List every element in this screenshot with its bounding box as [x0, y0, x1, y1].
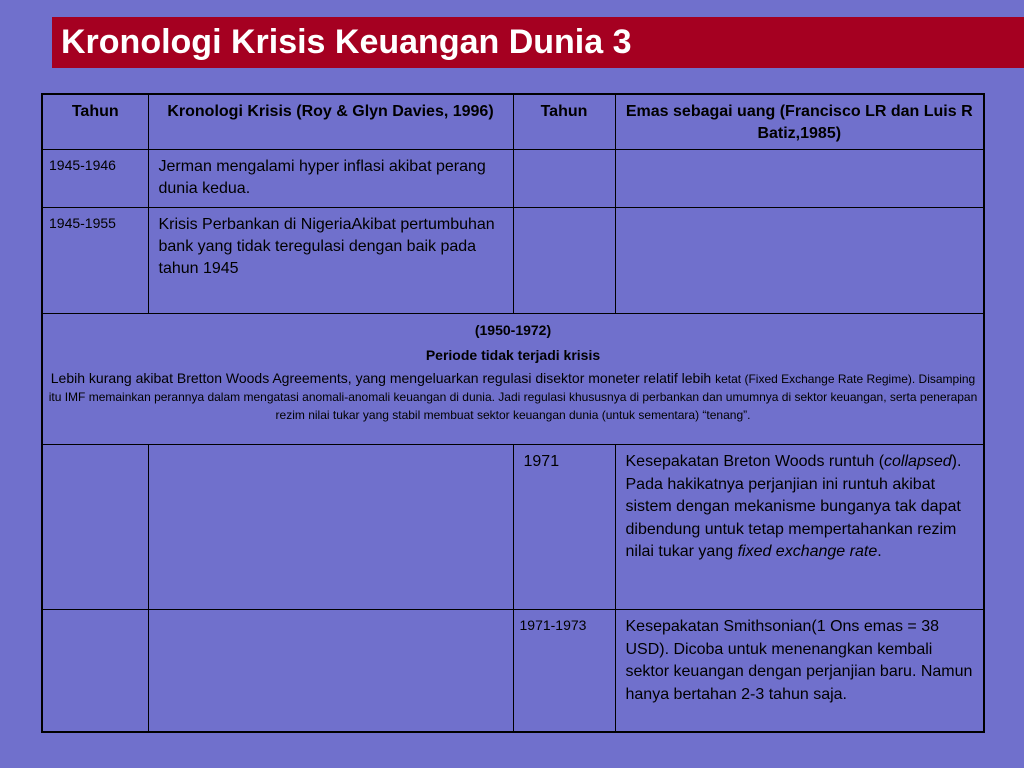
header-row	[42, 94, 984, 150]
chronology-table	[41, 93, 985, 733]
header-year-2: Tahun	[513, 94, 615, 150]
period-description	[47, 369, 979, 424]
gold-text-italic: fixed exchange rate	[737, 543, 878, 560]
row-year: 1945-1946	[42, 150, 148, 208]
table-row	[42, 610, 984, 732]
period-range: (1950-1972)	[474, 322, 552, 338]
period-description-rest: ketat (Fixed Exchange Rate Regime). Disamping itu IMF memainkan perannya dalam mengatasi anomali-anomali keuangan di dunia. Jadi regulasi khususnya di perbankan dan umumnya di sektor keuangan, serta penerapan rezim nilai tukar yang stabil membuat sektor keuangan dunia (untuk sementara) “tenang”.	[48, 372, 978, 422]
table-row	[42, 208, 984, 314]
empty-cell	[513, 208, 615, 314]
row-year: 1945-1955	[42, 208, 148, 314]
gold-row-year: 1971	[513, 445, 615, 610]
empty-cell	[148, 610, 513, 732]
gold-row-year: 1971-1973	[513, 610, 615, 732]
period-row	[42, 314, 984, 445]
title-bar	[52, 17, 1024, 68]
period-description-lead: Lebih kurang akibat Bretton Woods Agreements, yang mengeluarkan regulasi disektor moneter relatif lebih	[50, 370, 716, 386]
empty-cell	[148, 445, 513, 610]
gold-row-text: Kesepakatan Smithsonian(1 Ons emas = 38 USD). Dicoba untuk menenangkan kembali sektor keuangan dengan perjanjian baru. Namun hanya bertahan 2-3 tahun saja.	[615, 610, 984, 732]
empty-cell	[615, 150, 984, 208]
header-crisis-chronology: Kronologi Krisis (Roy & Glyn Davies, 1996)	[148, 94, 513, 150]
empty-cell	[513, 150, 615, 208]
empty-cell	[615, 208, 984, 314]
slide-title: Kronologi Krisis Keuangan Dunia 3	[61, 23, 632, 61]
gold-text-segment: .	[877, 543, 882, 560]
gold-text-segment: ). Pada hakikatnya perjanjian ini runtuh akibat sistem dengan mekanisme bunganya tak dapat dibendung untuk tetap mempertahankan rezim nilai tukar yang	[625, 453, 962, 560]
table-row	[42, 445, 984, 610]
empty-cell	[42, 610, 148, 732]
gold-text-italic: collapsed	[884, 453, 952, 470]
row-crisis-text: Jerman mengalami hyper inflasi akibat perang dunia kedua.	[148, 150, 513, 208]
table-row	[42, 150, 984, 208]
gold-row-text	[615, 445, 984, 610]
header-gold-as-money: Emas sebagai uang (Francisco LR dan Luis R Batiz,1985)	[615, 94, 984, 150]
period-cell	[42, 314, 984, 445]
header-year-1: Tahun	[42, 94, 148, 150]
gold-text-segment: Kesepakatan Breton Woods runtuh (	[625, 453, 885, 470]
empty-cell	[42, 445, 148, 610]
period-title: Periode tidak terjadi krisis	[425, 347, 601, 363]
row-crisis-text: Krisis Perbankan di NigeriaAkibat pertumbuhan bank yang tidak teregulasi dengan baik pada tahun 1945	[148, 208, 513, 314]
